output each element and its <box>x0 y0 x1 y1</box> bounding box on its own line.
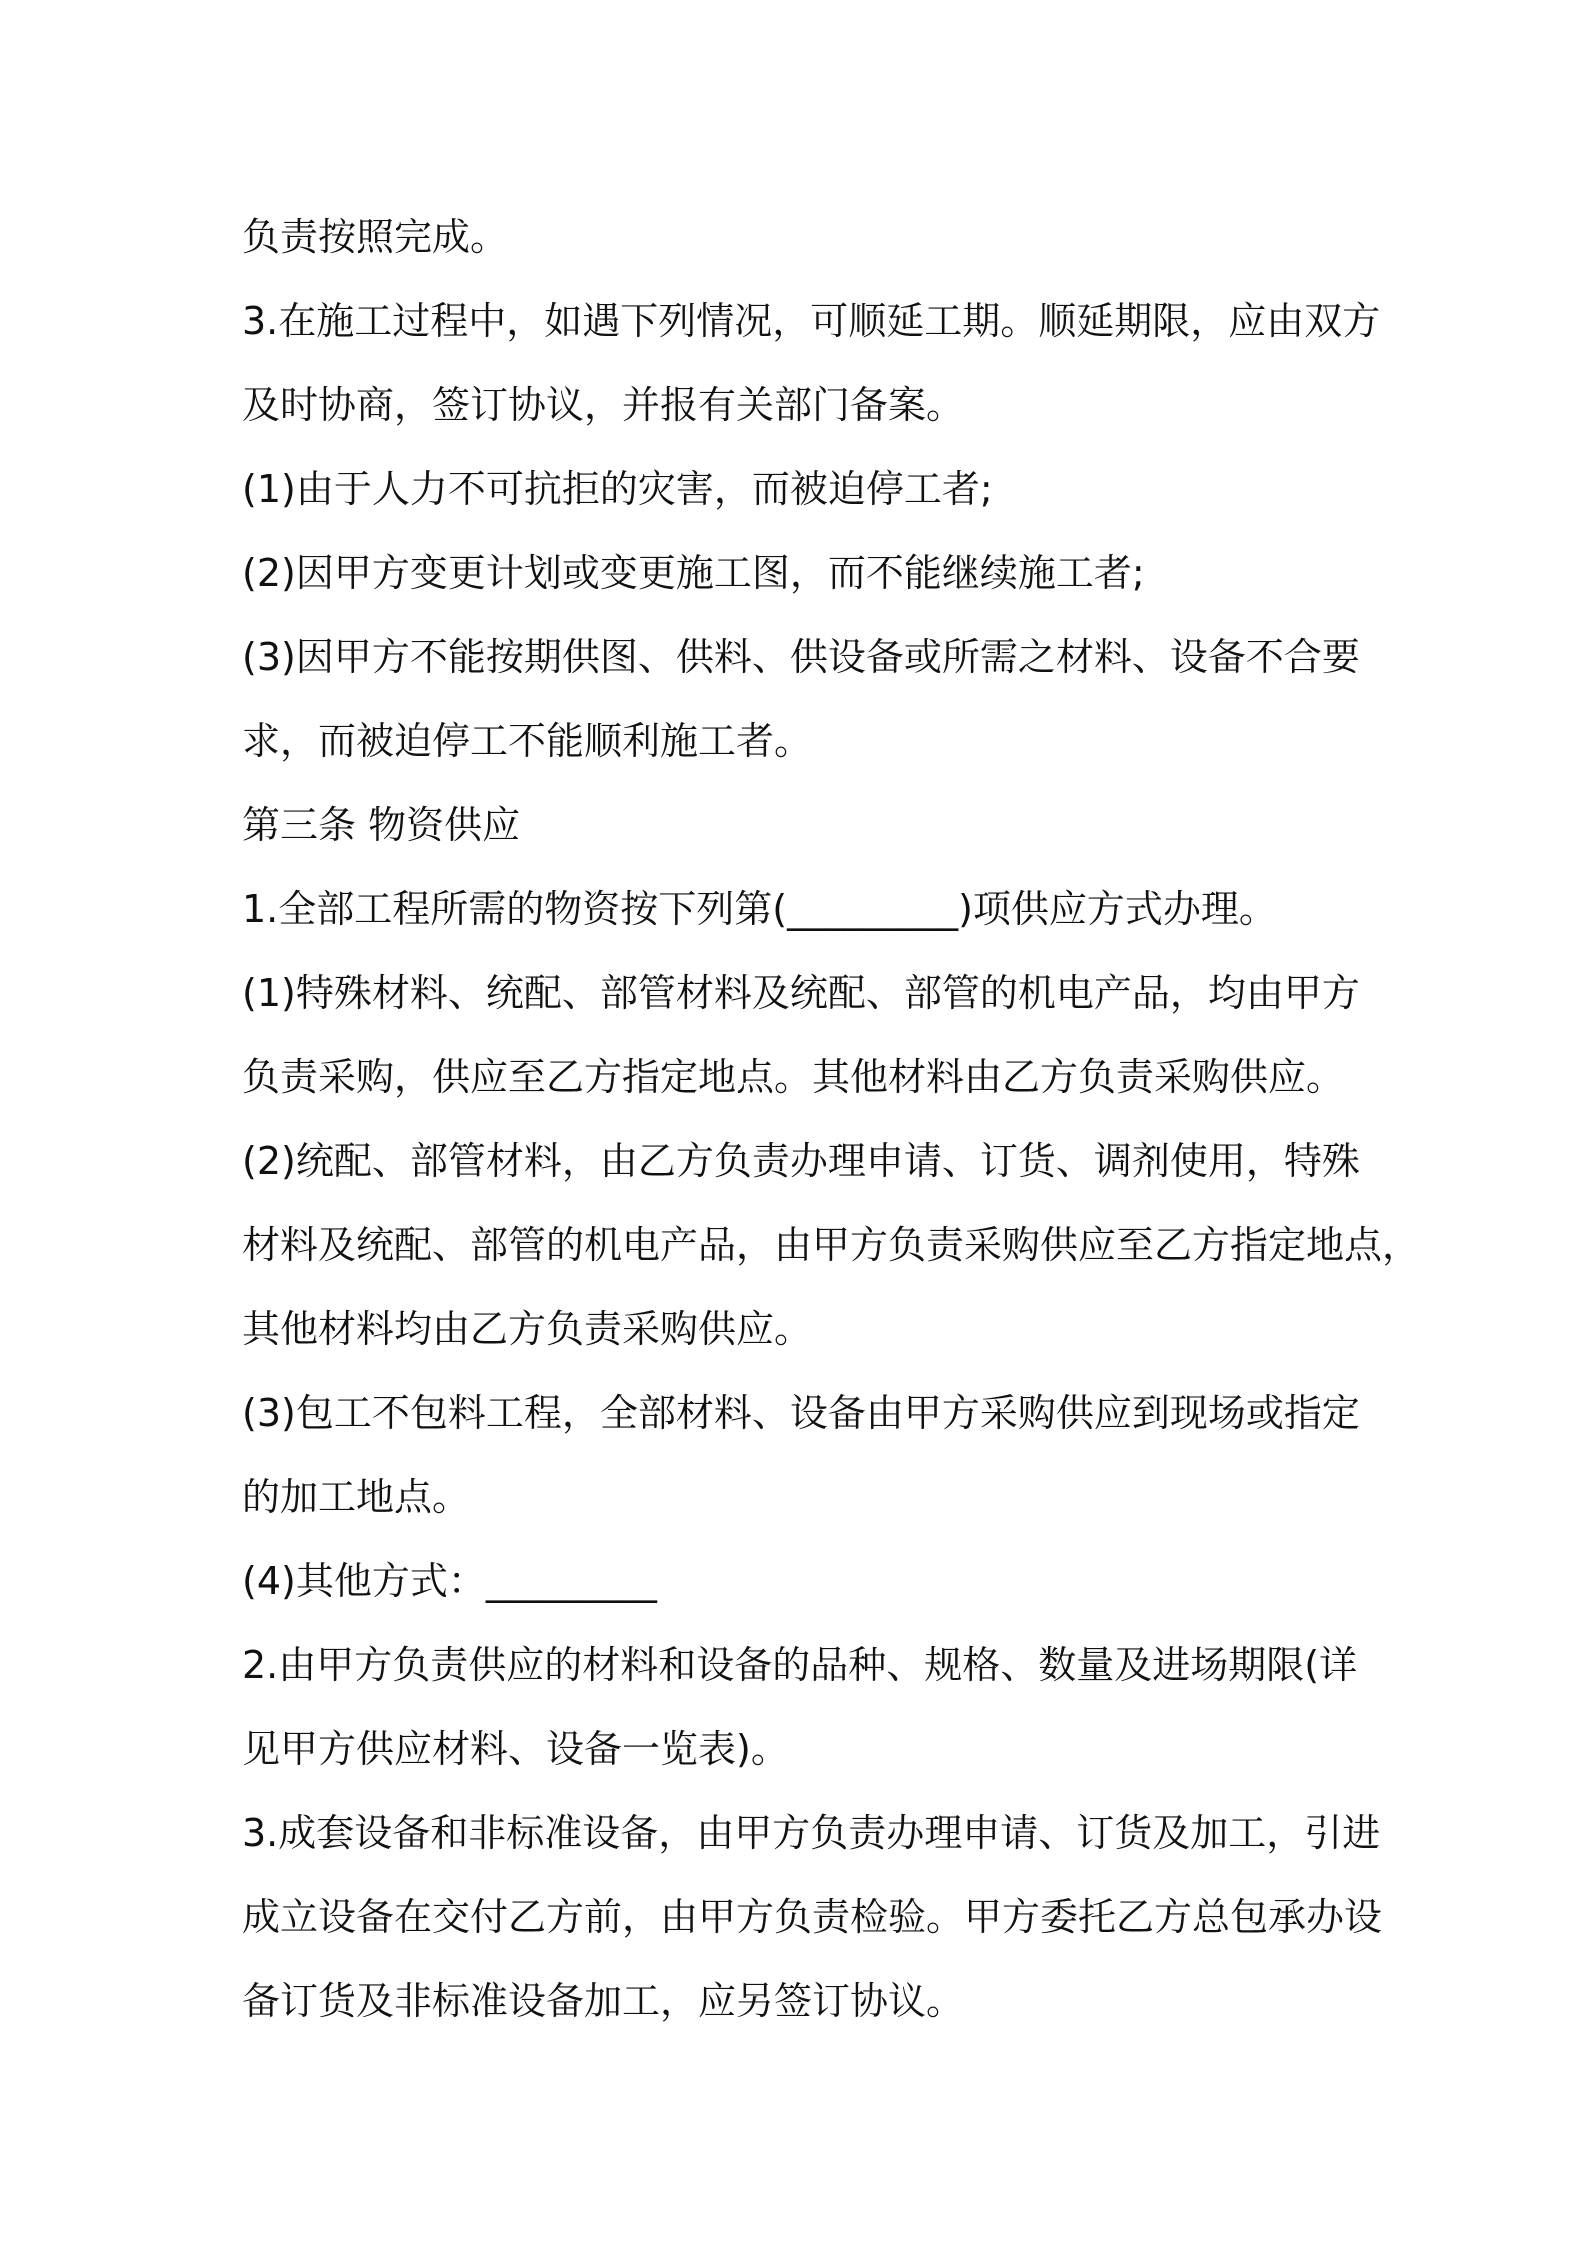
text-line: 1.全部工程所需的物资按下列第(_________)项供应方式办理。 <box>242 887 1277 931</box>
document-body <box>242 195 1421 2043</box>
text-line: (1)由于人力不可抗拒的灾害，而被迫停工者; <box>242 467 993 511</box>
text-line: 负责按照完成。 <box>242 215 509 259</box>
text-line: (4)其他方式：_________ <box>242 1559 657 1603</box>
text-line: 材料及统配、部管的机电产品，由甲方负责采购供应至乙方指定地点， <box>242 1223 1421 1267</box>
text-line: 成立设备在交付乙方前，由甲方负责检验。甲方委托乙方总包承办设 <box>242 1895 1383 1939</box>
text-line: 3.在施工过程中，如遇下列情况，可顺延工期。顺延期限，应由双方 <box>242 299 1381 343</box>
text-line: (3)包工不包料工程，全部材料、设备由甲方采购供应到现场或指定 <box>242 1391 1360 1435</box>
text-line: 见甲方供应材料、设备一览表)。 <box>242 1727 789 1771</box>
text-line: 3.成套设备和非标准设备，由甲方负责办理申请、订货及加工，引进 <box>242 1811 1381 1855</box>
text-line: 负责采购，供应至乙方指定地点。其他材料由乙方负责采购供应。 <box>242 1055 1345 1099</box>
text-line: (2)统配、部管材料，由乙方负责办理申请、订货、调剂使用，特殊 <box>242 1139 1360 1183</box>
text-line: 其他材料均由乙方负责采购供应。 <box>242 1307 813 1351</box>
text-line: 及时协商，签订协议，并报有关部门备案。 <box>242 383 965 427</box>
section-heading: 第三条 物资供应 <box>242 803 521 847</box>
text-line: 求，而被迫停工不能顺利施工者。 <box>242 719 813 763</box>
text-line: 2.由甲方负责供应的材料和设备的品种、规格、数量及进场期限(详 <box>242 1643 1358 1687</box>
text-line: (2)因甲方变更计划或变更施工图，而不能继续施工者; <box>242 551 1145 595</box>
text-line: 的加工地点。 <box>242 1475 471 1519</box>
text-line: (1)特殊材料、统配、部管材料及统配、部管的机电产品，均由甲方 <box>242 971 1360 1015</box>
text-line: 备订货及非标准设备加工，应另签订协议。 <box>242 1979 965 2023</box>
text-line: (3)因甲方不能按期供图、供料、供设备或所需之材料、设备不合要 <box>242 635 1360 679</box>
